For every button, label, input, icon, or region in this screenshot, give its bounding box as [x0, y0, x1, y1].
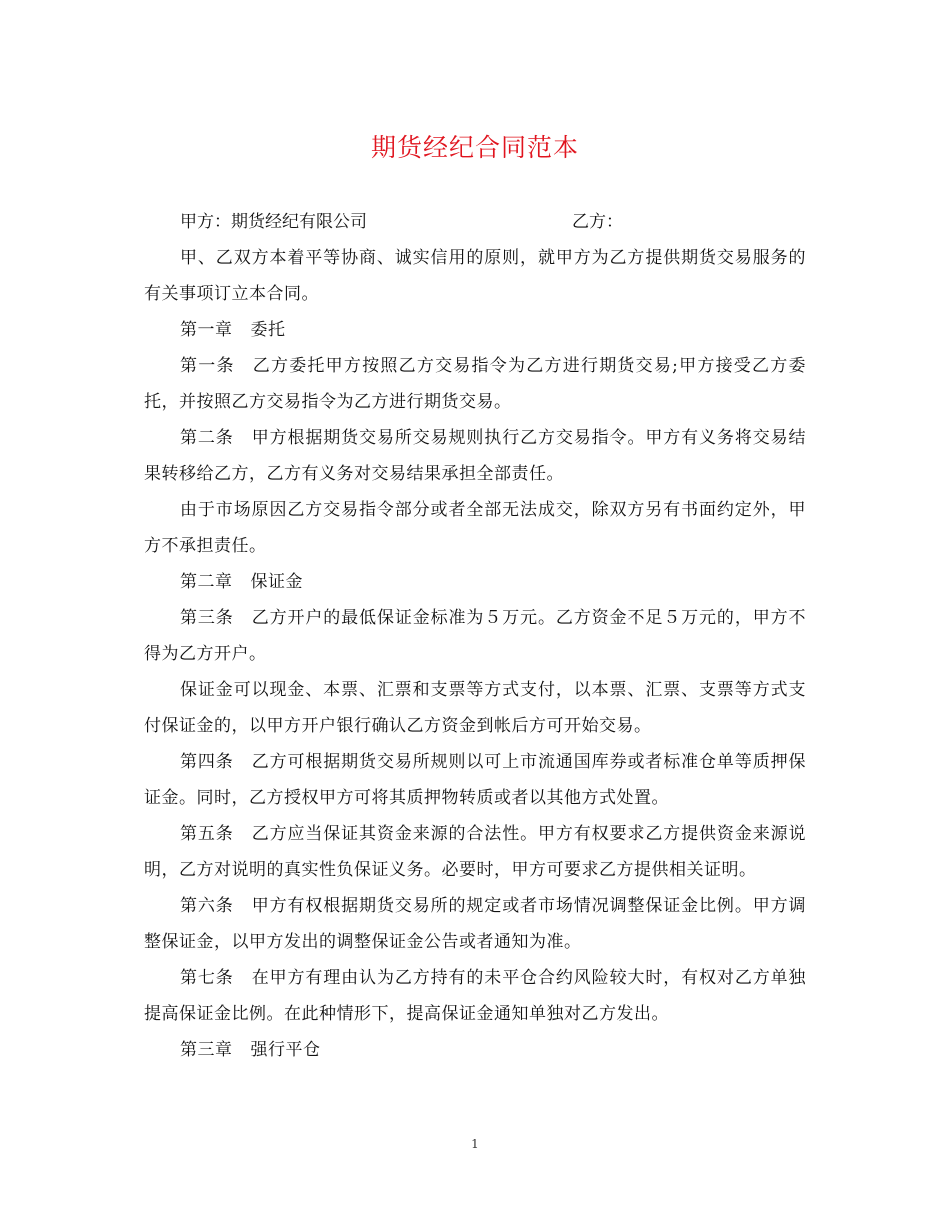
document-title: 期货经纪合同范本 — [370, 133, 579, 162]
chapter-1-label: 第一章 — [180, 320, 233, 340]
article-3-text: 乙方开户的最低保证金标准为５万元。乙方资金不足５万元的，甲方不得为乙方开户。 — [144, 608, 807, 664]
article-5 — [144, 816, 806, 888]
intro-paragraph: 甲、乙双方本着平等协商、诚实信用的原则，就甲方为乙方提供期货交易服务的有关事项订立本合同。 — [144, 248, 806, 304]
article-4-label: 第四条 — [180, 752, 234, 772]
article-3-label: 第三条 — [180, 608, 234, 628]
article-7-label: 第七条 — [180, 968, 234, 988]
article-6 — [144, 888, 806, 960]
chapter-1-title: 委托 — [250, 320, 286, 340]
article-2-text: 甲方根据期货交易所交易规则执行乙方交易指令。甲方有义务将交易结果转移给乙方，乙方有义务对交易结果承担全部责任。 — [144, 428, 807, 484]
chapter-2-label: 第二章 — [180, 572, 233, 592]
party-a: 甲方：期货经纪有限公司 — [180, 212, 367, 232]
article-5-text: 乙方应当保证其资金来源的合法性。甲方有权要求乙方提供资金来源说明，乙方对说明的真实性负保证义务。必要时，甲方可要求乙方提供相关证明。 — [144, 824, 807, 880]
article-4 — [144, 744, 806, 816]
article-2 — [144, 420, 806, 492]
article-4-text: 乙方可根据期货交易所规则以可上市流通国库券或者标准仓单等质押保证金。同时，乙方授权甲方可将其质押物转质或者以其他方式处置。 — [144, 752, 807, 808]
article-3-note: 保证金可以现金、本票、汇票和支票等方式支付，以本票、汇票、支票等方式支付保证金的，以甲方开户银行确认乙方资金到帐后方可开始交易。 — [144, 680, 806, 736]
article-1-text: 乙方委托甲方按照乙方交易指令为乙方进行期货交易;甲方接受乙方委托，并按照乙方交易指令为乙方进行期货交易。 — [144, 356, 807, 412]
article-7 — [144, 960, 806, 1032]
parties-line — [144, 204, 806, 240]
article-6-text: 甲方有权根据期货交易所的规定或者市场情况调整保证金比例。甲方调整保证金，以甲方发出的调整保证金公告或者通知为准。 — [144, 896, 807, 952]
article-5-label: 第五条 — [180, 824, 234, 844]
article-6-label: 第六条 — [180, 896, 234, 916]
article-1 — [144, 348, 806, 420]
contract-body — [144, 204, 806, 1068]
article-3 — [144, 600, 806, 672]
party-b: 乙方： — [572, 212, 623, 232]
article-2-label: 第二条 — [180, 428, 234, 448]
chapter-2-title: 保证金 — [250, 572, 303, 592]
article-2-note: 由于市场原因乙方交易指令部分或者全部无法成交，除双方另有书面约定外，甲方不承担责任。 — [144, 500, 806, 556]
article-7-text: 在甲方有理由认为乙方持有的未平仓合约风险较大时，有权对乙方单独提高保证金比例。在此种情形下，提高保证金通知单独对乙方发出。 — [144, 968, 807, 1024]
chapter-3-heading — [144, 1032, 806, 1068]
chapter-2-heading — [144, 564, 806, 600]
chapter-3-title: 强行平仓 — [250, 1040, 321, 1060]
chapter-1-heading — [144, 312, 806, 348]
article-1-label: 第一条 — [180, 356, 235, 376]
chapter-3-label: 第三章 — [180, 1040, 233, 1060]
page-number: 1 — [471, 1137, 479, 1151]
